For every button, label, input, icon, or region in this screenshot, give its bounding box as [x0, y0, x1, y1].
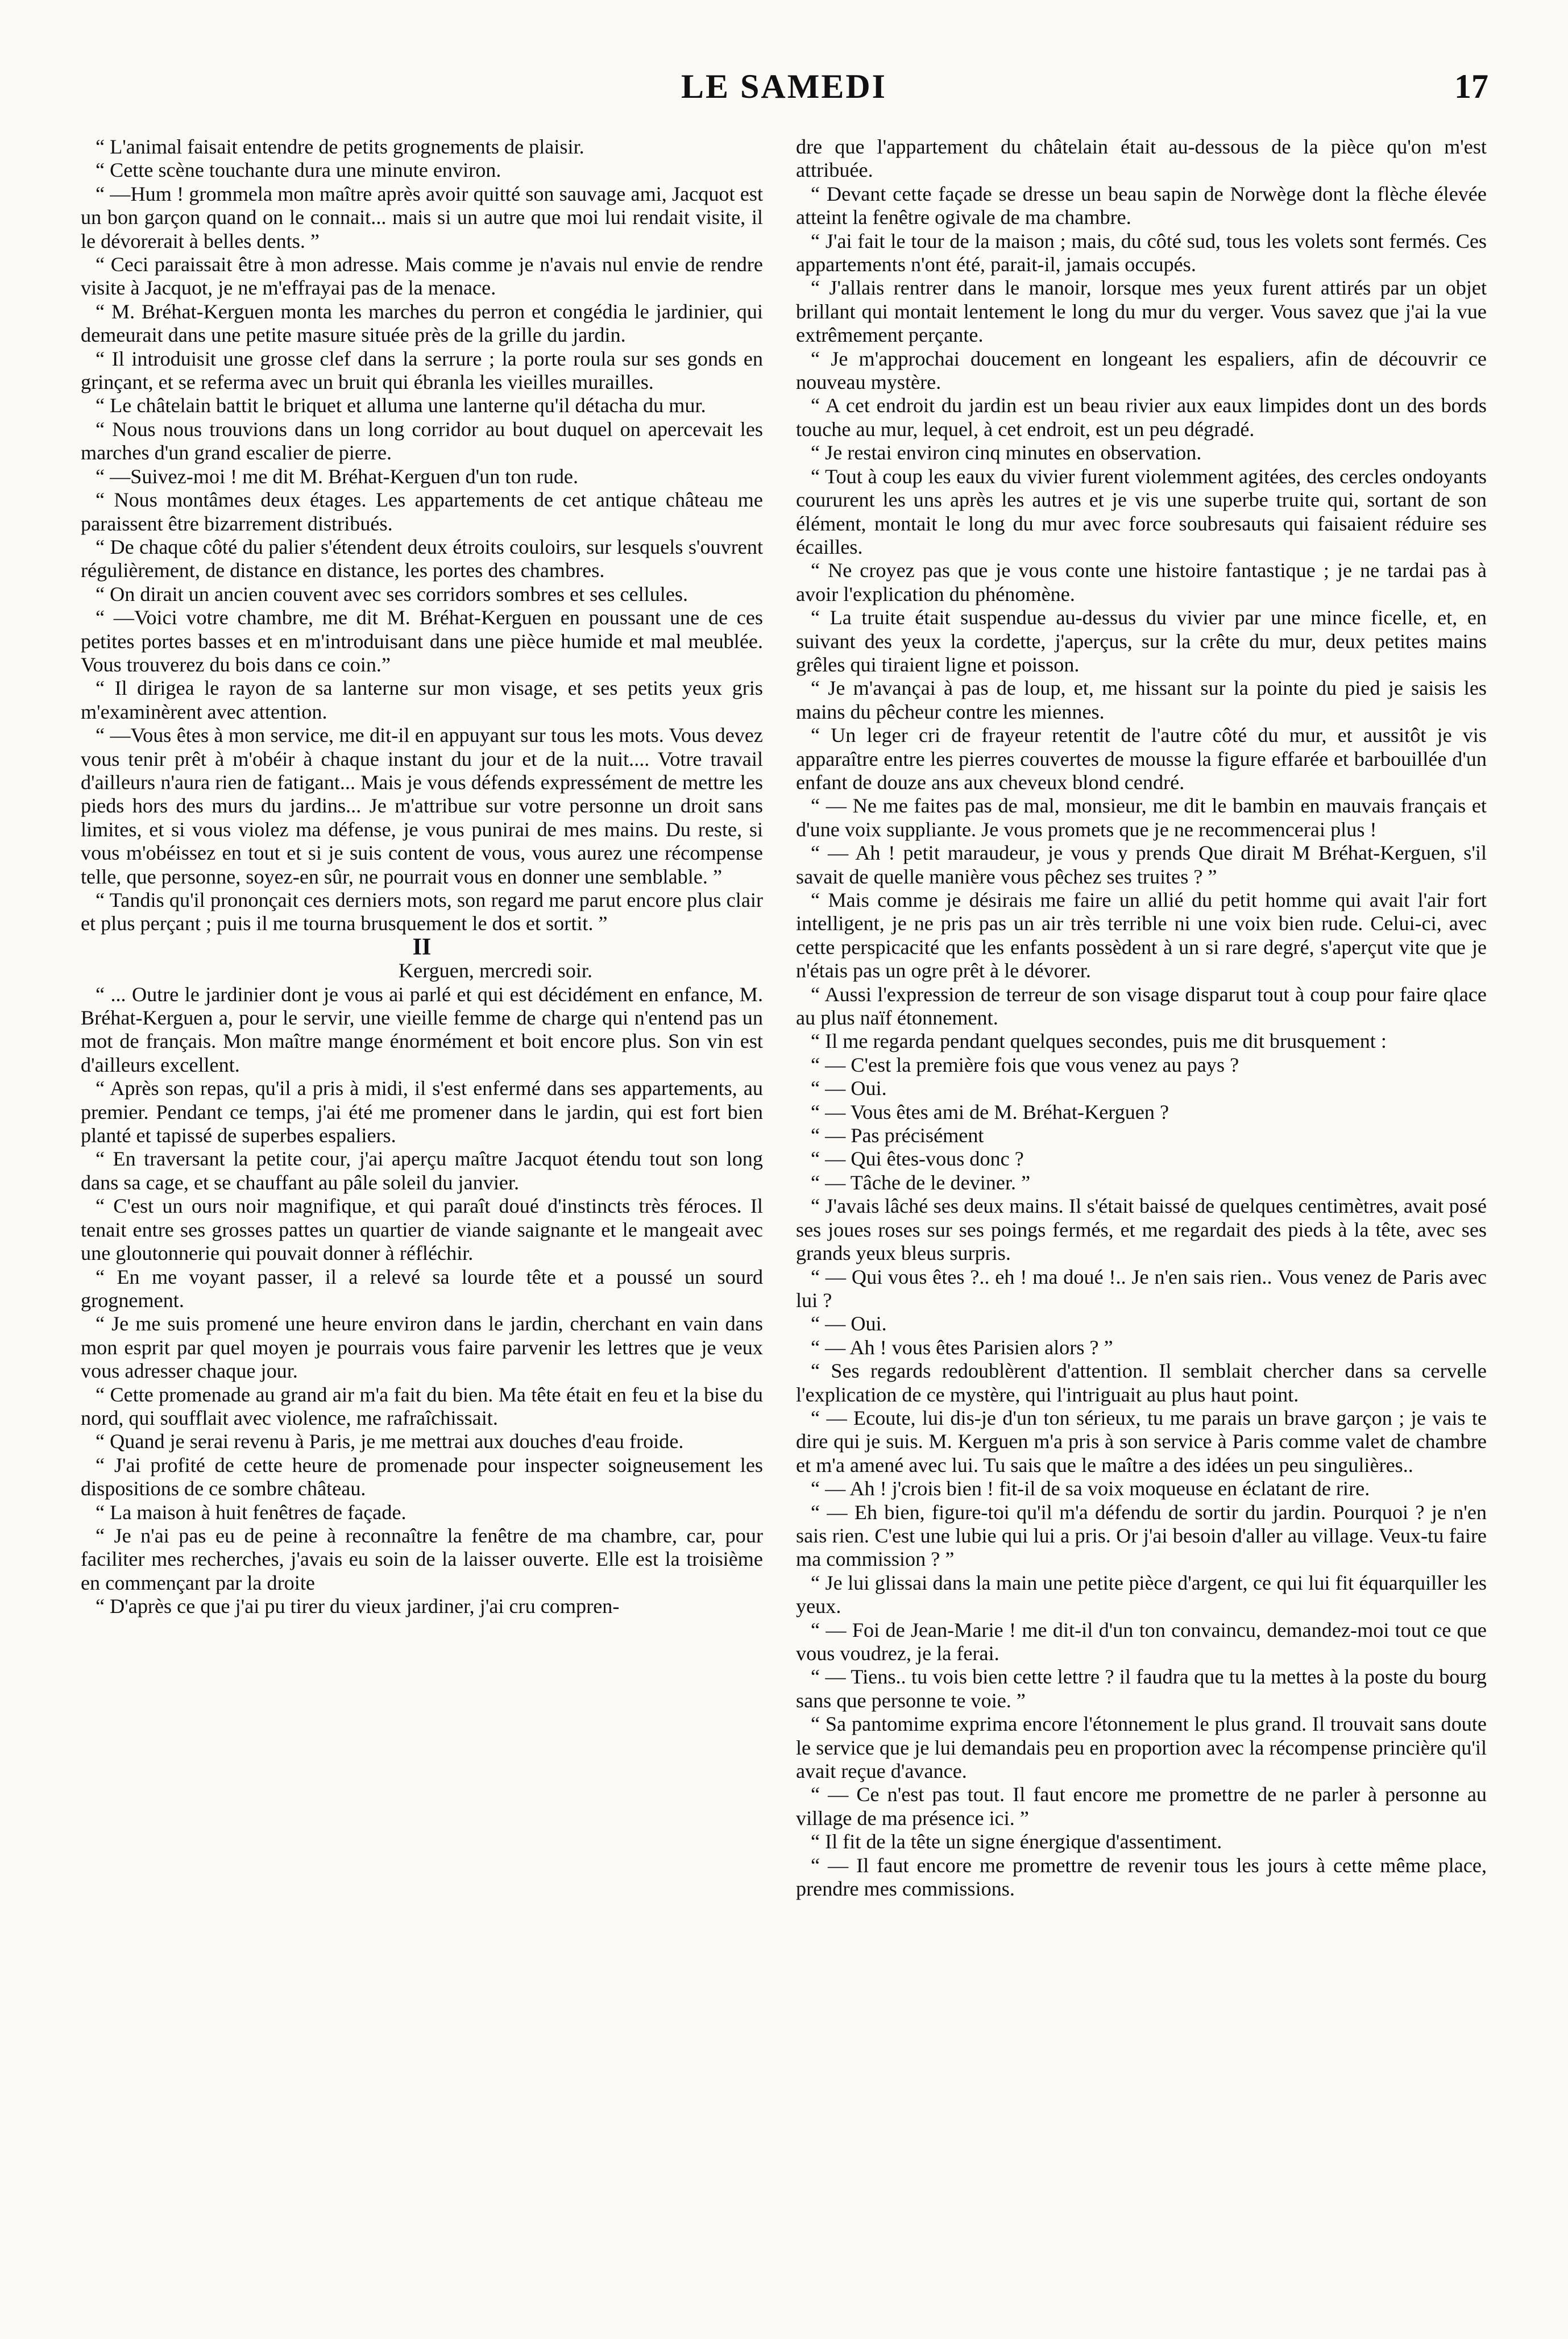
paragraph: “ Cette promenade au grand air m'a fait du bien. Ma tête était en feu et la bise du nord, qui soufflait avec violence, me rafraîchissait. [81, 1383, 763, 1429]
paragraph: “ Nous montâmes deux étages. Les appartements de cet antique château me paraissent être bizarrement distribués. [81, 488, 763, 535]
paragraph: “ — Vous êtes ami de M. Bréhat-Kerguen ? [811, 1100, 1169, 1123]
paragraph: “ En traversant la petite cour, j'ai aperçu maître Jacquot étendu tout son long dans sa cage, et se chauffant au pâle soleil du janvier. [81, 1147, 763, 1194]
paragraph: “ D'après ce que j'ai pu tirer du vieux jardiner, j'ai cru compren- [96, 1595, 620, 1618]
paragraph: “ Il introduisit une grosse clef dans la serrure ; la porte roula sur ses gonds en grinçant, et se referma avec un bruit qui ébranla les vieilles murailles. [81, 347, 763, 394]
paragraph: “ Mais comme je désirais me faire un allié du petit homme qui avait l'air fort intelligent, je ne pris pas un air très terrible ni une voix bien rude. Celui-ci, avec cette perspicacité que les enfants possèdent à un si rare degré, s'aperçut vite que je n'étais pas un ogre prêt à le dévorer. [796, 889, 1487, 982]
section-number: II [412, 934, 432, 960]
paragraph: “ —Vous êtes à mon service, me dit-il en appuyant sur tous les mots. Vous devez vous tenir prêt à m'obéir à chaque instant du jour et de la nuit.... Votre travail d'ailleurs n'aura rien de fatigant... Mais je vous défends expressément de mettre les pieds hors des murs du jardins... Je m'attribue sur votre personne un droit sans limites, et si vous violez ma défense, je vous punirai de mes mains. Du reste, si vous m'obéissez en tout et si je suis content de vous, vous aurez une récompense telle, que personne, soyez-en sûr, ne pourrait vous en donner une semblable. ” [81, 724, 763, 888]
paragraph: “ J'avais lâché ses deux mains. Il s'était baissé de quelques centimètres, avait posé ses joues roses sur ses poings fermés, et me regardait des pieds à la tête, avec ses grands yeux bleus surpris. [796, 1195, 1487, 1265]
right-paragraphs [796, 183, 1487, 1901]
paragraph: “ Un leger cri de frayeur retentit de l'autre côté du mur, et aussitôt je vis apparaître entre les pierres couvertes de mousse la figure effarée et barbouillée d'un enfant de douze ans aux cheveux blond cendré. [796, 724, 1487, 794]
paragraph: “ Cette scène touchante dura une minute environ. [96, 159, 501, 182]
paragraph: “ Sa pantomime exprima encore l'étonnement le plus grand. Il trouvait sans doute le service que je lui demandais peu en proportion avec la récompense princière qu'il avait reçue d'avance. [796, 1712, 1487, 1783]
paragraph: “ Je m'approchai doucement en longeant les espaliers, afin de découvrir ce nouveau mystère. [796, 347, 1487, 394]
paragraph: “ — Qui vous êtes ?.. eh ! ma doué !.. Je n'en sais rien.. Vous venez de Paris avec lui ? [796, 1265, 1487, 1312]
paragraph: “ — Ce n'est pas tout. Il faut encore me promettre de ne parler à personne au village de ma présence ici. ” [796, 1783, 1487, 1830]
left-paragraphs-b [81, 983, 763, 1619]
paragraph: “ Ses regards redoublèrent d'attention. Il semblait chercher dans sa cervelle l'explication de ce mystère, qui l'intriguait au plus haut point. [796, 1359, 1487, 1406]
paragraph: “ — C'est la première fois que vous venez au pays ? [811, 1053, 1239, 1076]
paragraph: “ On dirait un ancien couvent avec ses corridors sombres et ses cellules. [96, 582, 688, 606]
paragraph: “ J'allais rentrer dans le manoir, lorsque mes yeux furent attirés par un objet brillant qui montait lentement le long du mur du verger. Vous savez que j'ai la vue extrêmement perçante. [796, 276, 1487, 347]
paragraph: “ Aussi l'expression de terreur de son visage disparut tout à coup pour faire qlace au plus naïf étonnement. [796, 982, 1487, 1030]
page-header [80, 67, 1488, 118]
paragraph: “ — Pas précisément [811, 1124, 984, 1147]
paragraph: “ Il dirigea le rayon de sa lanterne sur mon visage, et ses petits yeux gris m'examinèrent avec attention. [81, 677, 763, 723]
paragraph: “ M. Bréhat-Kerguen monta les marches du perron et congédia le jardinier, qui demeurait dans une petite masure située près de la grille du jardin. [81, 300, 763, 347]
paragraph: “ Nous nous trouvions dans un long corridor au bout duquel on apercevait les marches d'un grand escalier de pierre. [81, 417, 763, 465]
paragraph: “ J'ai profité de cette heure de promenade pour inspecter soigneusement les dispositions de ce sombre château. [81, 1453, 763, 1500]
paragraph: “ — Ah ! j'crois bien ! fit-il de sa voix moqueuse en éclatant de rire. [811, 1477, 1370, 1500]
left-paragraphs-a [81, 135, 763, 936]
right-column [796, 135, 1487, 1901]
paragraph: “ — Ah ! petit maraudeur, je vous y prends Que dirait M Bréhat-Kerguen, s'il savait de quelle manière vous pêchez ses truites ? ” [796, 841, 1487, 888]
paragraph: “ C'est un ours noir magnifique, et qui paraît doué d'instincts très féroces. Il tenait entre ses grosses pattes un quartier de viande saignante et le mangeait avec une gloutonnerie qui pouvait donner à réfléchir. [81, 1195, 763, 1265]
page-number: 17 [1454, 68, 1488, 105]
paragraph: “ A cet endroit du jardin est un beau rivier aux eaux limpides dont un des bords touche au mur, lequel, à cet endroit, est un peu dégradé. [796, 394, 1487, 441]
paragraph: “ — Qui êtes-vous donc ? [811, 1147, 1024, 1171]
paragraph: “ — Ah ! vous êtes Parisien alors ? ” [811, 1336, 1113, 1359]
paragraph: “ La maison à huit fenêtres de façade. [96, 1500, 406, 1524]
paragraph: “ Devant cette façade se dresse un beau sapin de Norwège dont la flèche élevée atteint la fenêtre ogivale de ma chambre. [796, 182, 1487, 229]
paragraph: “ Je restai environ cinq minutes en observation. [811, 441, 1202, 465]
paragraph: “ Ceci paraissait être à mon adresse. Mais comme je n'avais nul envie de rendre visite à Jacquot, je ne m'effrayai pas de la menace. [81, 253, 763, 300]
paragraph: “ La truite était suspendue au-dessus du vivier par une mince ficelle, et, en suivant des yeux la cordette, j'aperçus, sur la crête du mur, deux petites mains grêles qui tiraient ligne et poisson. [796, 606, 1487, 676]
paragraph: “ — Tâche de le deviner. ” [811, 1171, 1031, 1194]
paragraph: “ Quand je serai revenu à Paris, je me mettrai aux douches d'eau froide. [96, 1430, 684, 1453]
paragraph: “ Il fit de la tête un signe énergique d'assentiment. [811, 1830, 1222, 1853]
dateline: Kerguen, mercredi soir. [399, 959, 592, 982]
paragraph: “ — Oui. [811, 1312, 887, 1336]
paragraph: “ Après son repas, qu'il a pris à midi, il s'est enfermé dans ses appartements, au premier. Pendant ce temps, j'ai été me promener dans le jardin, qui est fort bien planté et tapissé de superbes espaliers. [81, 1077, 763, 1147]
paragraph: “ — Ne me faites pas de mal, monsieur, me dit le bambin en mauvais français et d'une voix suppliante. Je vous promets que je ne recommencerai plus ! [796, 794, 1487, 841]
paragraph: “ — Eh bien, figure-toi qu'il m'a défendu de sortir du jardin. Pourquoi ? je n'en sais rien. C'est une lubie qui lui a pris. Or j'ai besoin d'aller au village. Veux-tu faire ma commission ? ” [796, 1500, 1487, 1571]
paragraph: “ J'ai fait le tour de la maison ; mais, du côté sud, tous les volets sont fermés. Ces appartements n'ont été, parait-il, jamais occupés. [796, 229, 1487, 276]
paragraph: “ —Suivez-moi ! me dit M. Bréhat-Kerguen d'un ton rude. [96, 465, 579, 488]
continuation-paragraph: dre que l'appartement du châtelain était au-dessous de la pièce qu'on m'est attribuée. [796, 135, 1487, 182]
paragraph: “ ... Outre le jardinier dont je vous ai parlé et qui est décidément en enfance, M. Bréhat-Kerguen a, pour le servir, une vieille femme de charge qui n'entend pas un mot de français. Mon maître mange énormément et boit encore plus. Son vin est d'ailleurs excellent. [81, 982, 763, 1076]
paragraph: “ Je m'avançai à pas de loup, et, me hissant sur la pointe du pied je saisis les mains du pêcheur contre les miennes. [796, 677, 1487, 723]
paragraph: “ Je me suis promené une heure environ dans le jardin, cherchant en vain dans mon esprit par quel moyen je pourrais vous faire parvenir les lettres que je veux vous adresser chaque jour. [81, 1312, 763, 1383]
paragraph: “ — Tiens.. tu vois bien cette lettre ? il faudra que tu la mettes à la poste du bourg sans que personne te voie. ” [796, 1665, 1487, 1712]
paragraph: “ L'animal faisait entendre de petits grognements de plaisir. [96, 135, 584, 158]
paragraph: “ — Foi de Jean-Marie ! me dit-il d'un ton convaincu, demandez-moi tout ce que vous voudrez, je la ferai. [796, 1618, 1487, 1665]
left-column [81, 135, 763, 1619]
paragraph: “ — Oui. [811, 1077, 887, 1100]
paragraph: “ — Il faut encore me promettre de revenir tous les jours à cette même place, prendre mes commissions. [796, 1853, 1487, 1901]
paragraph: “ De chaque côté du palier s'étendent deux étroits couloirs, sur lesquels s'ouvrent régulièrement, de distance en distance, les portes des chambres. [81, 535, 763, 582]
paragraph: “ Je n'ai pas eu de peine à reconnaître la fenêtre de ma chambre, car, pour faciliter mes recherches, j'avais eu soin de la laisser ouverte. Elle est la troisième en commençant par la droite [81, 1524, 763, 1594]
running-title: LE SAMEDI [681, 68, 887, 105]
paragraph: “ Je lui glissai dans la main une petite pièce d'argent, ce qui lui fit équarquiller les yeux. [796, 1571, 1487, 1618]
paragraph: “ En me voyant passer, il a relevé sa lourde tête et a poussé un sourd grognement. [81, 1265, 763, 1312]
paragraph: “ Tandis qu'il prononçait ces derniers mots, son regard me parut encore plus clair et plus perçant ; puis il me tourna brusquement le dos et sortit. ” [81, 889, 763, 935]
paragraph: “ Il me regarda pendant quelques secondes, puis me dit brusquement : [811, 1030, 1387, 1053]
paragraph: “ —Hum ! grommela mon maître après avoir quitté son sauvage ami, Jacquot est un bon garçon quand on le connait... mais si un autre que moi lui rendait visite, il le dévorerait à belles dents. ” [81, 182, 763, 252]
paragraph: “ Tout à coup les eaux du vivier furent violemment agitées, des cercles ondoyants coururent les uns après les autres et je vis une superbe truite qui, sortant de son élément, montait le long du mur avec force soubresauts qui faisaient réduire ses écailles. [796, 465, 1487, 558]
paragraph: “ Ne croyez pas que je vous conte une histoire fantastique ; je ne tardai pas à avoir l'explication du phénomène. [796, 559, 1487, 606]
paragraph: “ Le châtelain battit le briquet et alluma une lanterne qu'il détacha du mur. [96, 394, 706, 417]
paragraph: “ —Voici votre chambre, me dit M. Bréhat-Kerguen en poussant une de ces petites portes basses et en m'introduisant dans une pièce humide et mal meublée. Vous trouverez du bois dans ce coin.” [81, 606, 763, 676]
paragraph: “ — Ecoute, lui dis-je d'un ton sérieux, tu me parais un brave garçon ; je vais te dire qui je suis. M. Kerguen m'a pris à son service à Paris comme valet de chambre et m'a amené avec lui. Tu sais que le maître a des idées un peu singulières.. [796, 1406, 1487, 1477]
